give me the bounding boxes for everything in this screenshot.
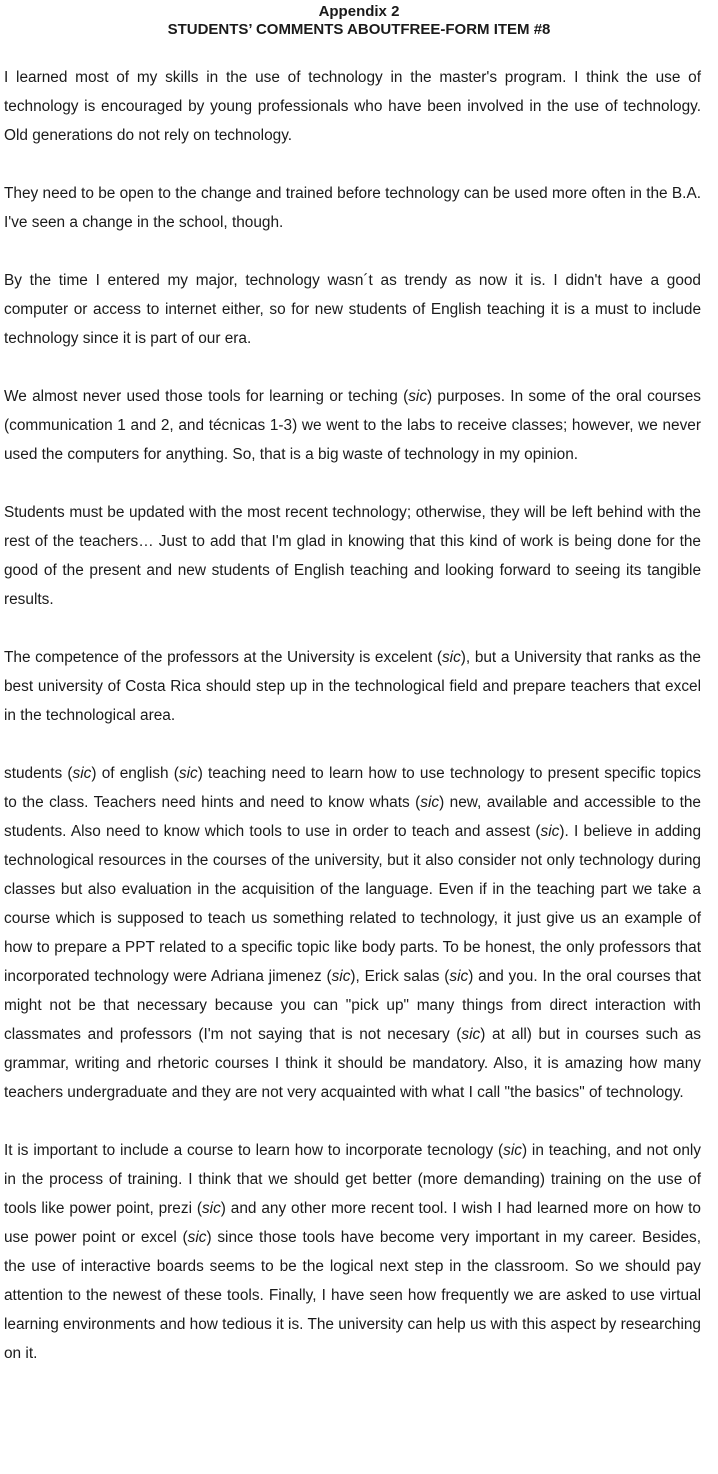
comment-text: ) at all) but in courses such as grammar, writing and rhetoric courses I think it should be mandatory. Also, it is amazing how many teachers undergraduate and they are not very acquainted with what I call "the basics" of technology. (4, 1026, 701, 1101)
sic-annotation: sic (72, 765, 92, 782)
comment-paragraph (4, 759, 701, 1107)
sic-annotation: sic (187, 1229, 207, 1246)
comments-body (4, 63, 701, 1368)
document-title: STUDENTS’ COMMENTS ABOUTFREE-FORM ITEM #8 (167, 21, 551, 38)
sic-annotation: sic (408, 388, 428, 405)
comment-paragraph (4, 643, 701, 730)
comment-text: ) in teaching, and not only in the process of training. I think that we should get better (more demanding) training on the use of tools like power point, prezi ( (4, 1142, 701, 1217)
comment-paragraph (4, 266, 701, 353)
appendix-label: Appendix 2 (318, 3, 400, 20)
comment-text: ) and you. In the oral courses that might not be that necessary because you can "pick up" many things from direct interaction with classmates and professors (I'm not saying that is not necesary ( (4, 968, 701, 1043)
comment-text: By the time I entered my major, technology wasn´t as trendy as now it is. I didn't have a good computer or access to internet either, so for new students of English teaching it is a must to include technology since it is part of our era. (4, 272, 701, 347)
comment-text: ) of english ( (91, 765, 179, 782)
sic-annotation: sic (503, 1142, 522, 1159)
comment-paragraph (4, 498, 701, 614)
comment-text: students ( (4, 765, 73, 782)
sic-annotation: sic (178, 765, 198, 782)
comment-paragraph (4, 1136, 701, 1368)
comment-text: ) and any other more recent tool. I wish I had learned more on how to use power point or excel ( (4, 1200, 701, 1246)
comment-text: ), Erick salas ( (350, 968, 450, 985)
comment-text: I learned most of my skills in the use of technology in the master's program. I think the use of technology is encouraged by young professionals who have been involved in the use of technology. Old generations do not rely on technology. (4, 69, 701, 144)
comment-text: ). I believe in adding technological resources in the courses of the university, but it also consider not only technology during classes but also evaluation in the acquisition of the language. Even if in the teaching part we take a course which is supposed to teach us something related to technology, it just give us an example of how to prepare a PPT related to a specific topic like body parts. To be honest, the only professors that incorporated technology were Adriana jimenez ( (4, 823, 701, 985)
sic-annotation: sic (461, 1026, 481, 1043)
sic-annotation: sic (331, 968, 351, 985)
comment-text: Students must be updated with the most recent technology; otherwise, they will be left behind with the rest of the teachers… Just to add that I'm glad in knowing that this kind of work is being done for the good of the present and new students of English teaching and looking forward to seeing its tangible results. (4, 504, 701, 608)
sic-annotation: sic (201, 1200, 221, 1217)
sic-annotation: sic (449, 968, 469, 985)
document-heading (4, 0, 701, 39)
comment-text: It is important to include a course to learn how to incorporate tecnology ( (4, 1142, 504, 1159)
comment-text: The competence of the professors at the University is excelent ( (4, 649, 442, 666)
comment-text: We almost never used those tools for learning or teching ( (4, 388, 409, 405)
comment-text: ) since those tools have become very important in my career. Besides, the use of interactive boards seems to be the logical next step in the classroom. So we should pay attention to the newest of these tools. Finally, I have seen how frequently we are asked to use virtual learning environments and how tedious it is. The university can help us with this aspect by researching on it. (4, 1229, 701, 1362)
comment-text: ) new, available and accessible to the students. Also need to know which tools to use in order to teach and assest ( (4, 794, 701, 840)
comment-paragraph (4, 63, 701, 150)
comment-paragraph (4, 179, 701, 237)
comment-text: ) teaching need to learn how to use technology to present specific topics to the class. Teachers need hints and need to know whats ( (4, 765, 701, 811)
sic-annotation: sic (420, 794, 440, 811)
sic-annotation: sic (441, 649, 461, 666)
comment-text: They need to be open to the change and trained before technology can be used more often in the B.A. I've seen a change in the school, though. (4, 185, 701, 231)
sic-annotation: sic (540, 823, 560, 840)
comment-text: ), but a University that ranks as the best university of Costa Rica should step up in the technological field and prepare teachers that excel in the technological area. (4, 649, 701, 724)
comment-paragraph (4, 382, 701, 469)
comment-text: ) purposes. In some of the oral courses (communication 1 and 2, and técnicas 1-3) we went to the labs to receive classes; however, we never used the computers for anything. So, that is a big waste of technology in my opinion. (4, 388, 701, 463)
